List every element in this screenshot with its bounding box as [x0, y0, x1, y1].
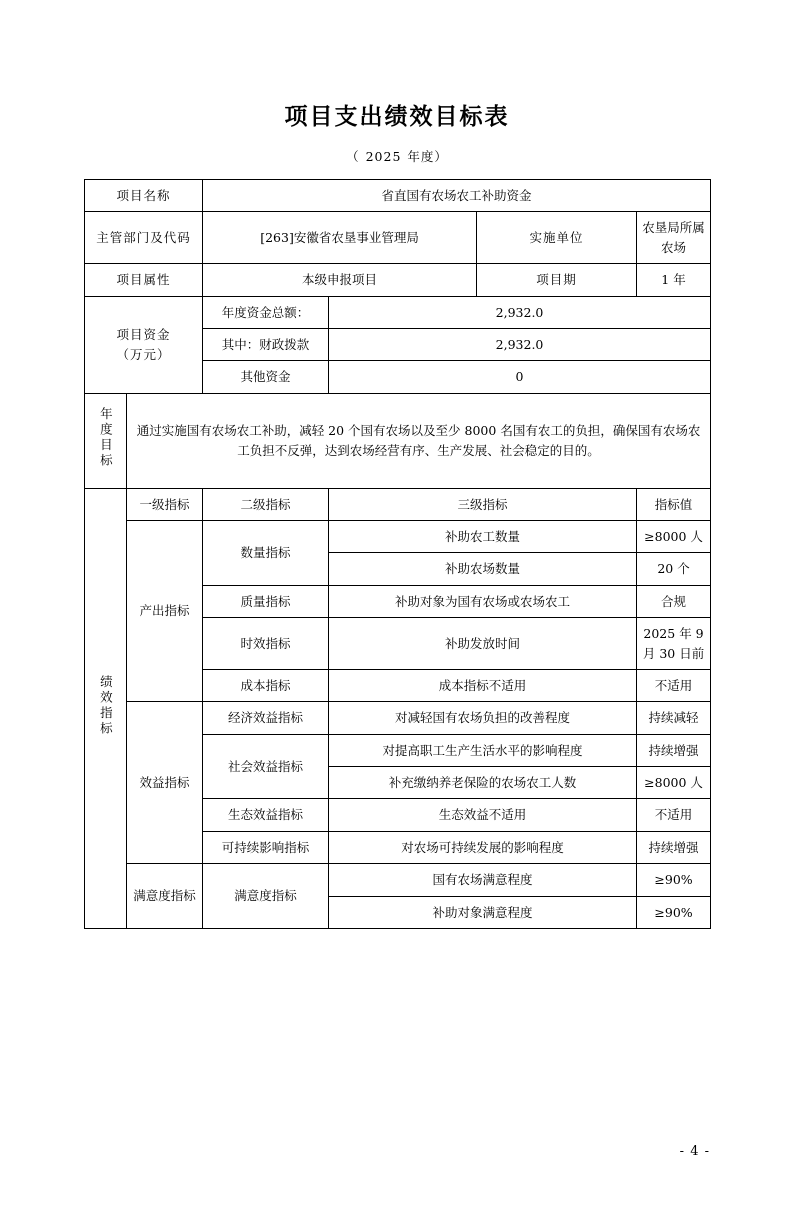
performance-target-table — [84, 179, 711, 929]
project-name-label: 项目名称 — [85, 180, 203, 212]
level1-satisfaction: 满意度指标 — [127, 864, 203, 929]
annual-goal-label: 年度目标 — [85, 393, 127, 488]
level2-timeliness: 时效指标 — [203, 618, 329, 670]
level1-benefit: 效益指标 — [127, 702, 203, 864]
project-name-value: 省直国有农场农工补助资金 — [203, 180, 711, 212]
table-row — [85, 864, 711, 896]
table-row — [85, 488, 711, 520]
table-row — [85, 521, 711, 553]
level3-indicator: 补助农工数量 — [329, 521, 637, 553]
header-level3: 三级指标 — [329, 488, 637, 520]
level3-indicator: 对减轻国有农场负担的改善程度 — [329, 702, 637, 734]
level2-economic: 经济效益指标 — [203, 702, 329, 734]
level2-quality: 质量指标 — [203, 585, 329, 617]
indicator-value: 20 个 — [637, 553, 711, 585]
attr-value: 本级申报项目 — [203, 264, 477, 296]
level3-indicator: 补充缴纳养老保险的农场农工人数 — [329, 767, 637, 799]
document-page — [0, 98, 794, 1221]
level2-sustainable: 可持续影响指标 — [203, 831, 329, 863]
level1-output: 产出指标 — [127, 521, 203, 702]
annual-goal-text: 通过实施国有农场农工补助，减轻 20 个国有农场以及至少 8000 名国有农工的负担，确保国有农场农工负担不反弹，达到农场经营有序、生产发展、社会稳定的目的。 — [127, 393, 711, 488]
level3-indicator: 国有农场满意程度 — [329, 864, 637, 896]
level3-indicator: 补助发放时间 — [329, 618, 637, 670]
indicator-value: 持续增强 — [637, 734, 711, 766]
funds-fiscal-label: 其中：财政拨款 — [203, 328, 329, 360]
indicator-value: 2025 年 9 月 30 日前 — [637, 618, 711, 670]
year-value: 2025 — [365, 149, 402, 164]
funds-total-label: 年度资金总额： — [203, 296, 329, 328]
level3-indicator: 补助对象为国有农场或农场农工 — [329, 585, 637, 617]
header-level2: 二级指标 — [203, 488, 329, 520]
level3-indicator: 补助农场数量 — [329, 553, 637, 585]
level3-indicator: 对提高职工生产生活水平的影响程度 — [329, 734, 637, 766]
funds-other-label: 其他资金 — [203, 361, 329, 393]
level3-indicator: 对农场可持续发展的影响程度 — [329, 831, 637, 863]
year-suffix: 年度） — [407, 149, 448, 164]
page-title: 项目支出绩效目标表 — [284, 103, 510, 130]
dept-value: [263]安徽省农垦事业管理局 — [203, 212, 477, 264]
indicator-value: 持续减轻 — [637, 702, 711, 734]
year-prefix: （ — [346, 149, 360, 164]
indicator-value: 不适用 — [637, 669, 711, 701]
table-row — [85, 212, 711, 264]
table-row — [85, 180, 711, 212]
indicator-value: 合规 — [637, 585, 711, 617]
funds-label-line2: （万元） — [116, 346, 171, 362]
period-label: 项目期 — [477, 264, 637, 296]
level2-social: 社会效益指标 — [203, 734, 329, 799]
page-number: - 4 - — [679, 1144, 710, 1159]
indicator-value: ≥90% — [637, 896, 711, 928]
indicator-value: ≥8000 人 — [637, 521, 711, 553]
level2-ecological: 生态效益指标 — [203, 799, 329, 831]
table-row — [85, 702, 711, 734]
header-value: 指标值 — [637, 488, 711, 520]
header-level1: 一级指标 — [127, 488, 203, 520]
unit-label: 实施单位 — [477, 212, 637, 264]
table-row — [85, 264, 711, 296]
funds-fiscal-value: 2,932.0 — [329, 328, 711, 360]
year-line — [84, 147, 710, 165]
indicator-value: ≥90% — [637, 864, 711, 896]
level3-indicator: 补助对象满意程度 — [329, 896, 637, 928]
funds-total-value: 2,932.0 — [329, 296, 711, 328]
period-value: 1 年 — [637, 264, 711, 296]
level3-indicator: 成本指标不适用 — [329, 669, 637, 701]
attr-label: 项目属性 — [85, 264, 203, 296]
table-row — [85, 393, 711, 488]
indicator-value: 持续增强 — [637, 831, 711, 863]
level2-satisfaction: 满意度指标 — [203, 864, 329, 929]
unit-value: 农垦局所属农场 — [637, 212, 711, 264]
indicator-value: ≥8000 人 — [637, 767, 711, 799]
funds-label — [85, 296, 203, 393]
funds-other-value: 0 — [329, 361, 711, 393]
table-row — [85, 296, 711, 328]
level3-indicator: 生态效益不适用 — [329, 799, 637, 831]
indicators-side-label: 绩效指标 — [85, 488, 127, 928]
indicator-value: 不适用 — [637, 799, 711, 831]
funds-label-line1: 项目资金 — [116, 327, 171, 343]
dept-label: 主管部门及代码 — [85, 212, 203, 264]
level2-cost: 成本指标 — [203, 669, 329, 701]
level2-quantity: 数量指标 — [203, 521, 329, 586]
